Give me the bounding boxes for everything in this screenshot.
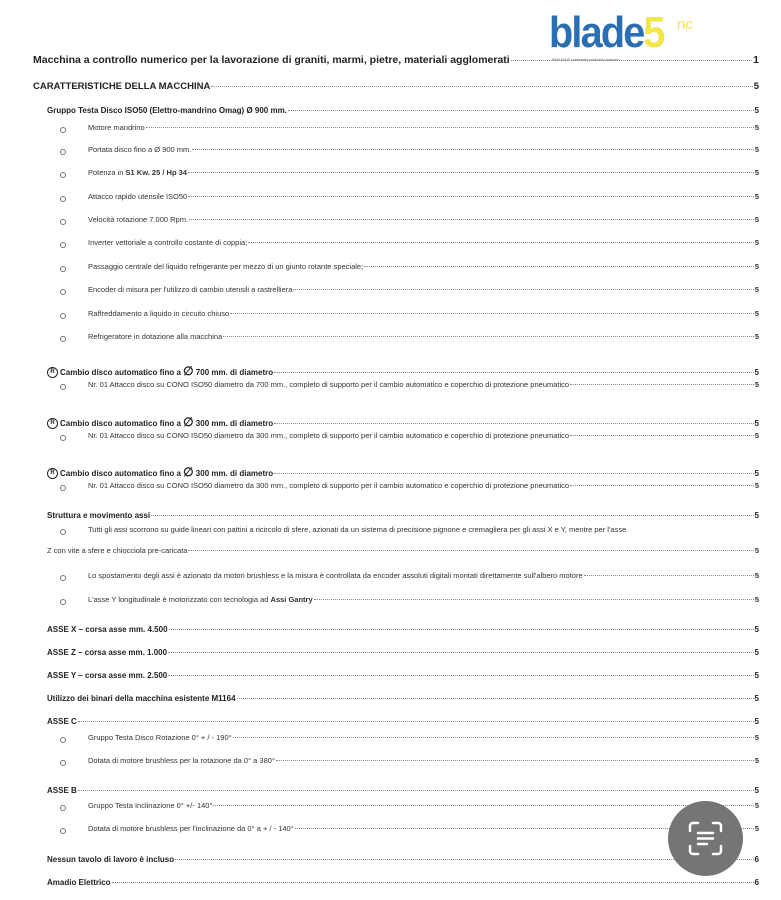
toc-entry[interactable] (88, 123, 759, 132)
circle-bullet-icon (60, 805, 66, 811)
circle-bullet-icon (60, 599, 66, 605)
diameter-symbol: ∅ (183, 364, 194, 378)
toc-page-number: 5 (754, 546, 759, 555)
dot-leader (168, 652, 753, 653)
circle-bullet-icon (60, 289, 66, 295)
toc-entry-label (88, 756, 275, 765)
toc-entry-label (47, 717, 77, 726)
toc-entry-text: S1 Kw. 25 / Hp 34 (125, 168, 187, 177)
toc-entry-label (88, 123, 145, 132)
toc-entry[interactable] (47, 717, 759, 726)
toc-page-number: 5 (754, 756, 759, 765)
toc-page-number: 5 (754, 648, 759, 657)
logo-tagline: FIVE AXES numerically controlled machine (552, 58, 619, 62)
toc-entry-label (47, 106, 287, 115)
dot-leader (364, 266, 754, 267)
toc-entry-label (47, 511, 150, 520)
toc-entry-text: 700 mm. di diametro (193, 368, 274, 377)
toc-entry-text: Raffreddamento a liquido in circuito chiuso (88, 309, 230, 318)
dot-leader (248, 242, 754, 243)
toc-entry-label (88, 332, 222, 341)
toc-entry[interactable] (88, 801, 759, 810)
dot-leader (175, 859, 753, 860)
toc-page-number: 5 (753, 81, 759, 92)
toc-entry-text: Portata disco fino a Ø 900 mm. (88, 145, 192, 154)
toc-entry-text: Lo spostamento degli assi è azionato da motori brushless e la misura è controllata da encoder assoluti digitali montati direttamente sull'albero motore (88, 571, 583, 580)
toc-entry-label (88, 215, 188, 224)
toc-entry-text: Utilizzo dei binari della macchina esistente M1164 (47, 694, 236, 703)
toc-entry-label (47, 694, 236, 703)
toc-entry-label (88, 733, 232, 742)
toc-entry-text: Tutti gli assi scorrono su guide lineari con pattini a ricircolo di sfere, azionati da un sistema di precisione pignone e cremagliera per gli assi X e Y, mentre per l'asse (88, 525, 627, 534)
toc-entry[interactable] (88, 262, 759, 271)
toc-entry-label (88, 801, 212, 810)
toc-page-number: 5 (754, 625, 759, 634)
toc-entry-label (88, 192, 187, 201)
toc-entry[interactable] (88, 145, 759, 154)
toc-entry-label (47, 415, 273, 429)
dot-leader (584, 575, 754, 576)
toc-entry-text: ASSE Y – corsa asse mm. 2.500 (47, 671, 168, 680)
toc-entry[interactable] (88, 168, 759, 177)
toc-page-number: 5 (754, 694, 759, 703)
circled-r-bullet-icon: R (47, 468, 58, 479)
toc-entry[interactable] (47, 465, 759, 479)
toc-page-number: 5 (754, 733, 759, 742)
toc-entry-label (47, 786, 77, 795)
dot-leader (274, 423, 753, 424)
toc-entry-text: Refrigeratore in dotazione alla macchina (88, 332, 223, 341)
toc-page-number: 5 (754, 145, 759, 154)
dot-leader (78, 790, 754, 791)
toc-entry-text: Amadio Elettrico (47, 878, 111, 887)
toc-page-number: 5 (754, 801, 759, 810)
toc-page-number: 1 (753, 54, 759, 66)
toc-entry[interactable] (88, 332, 759, 341)
dot-leader (274, 372, 753, 373)
toc-entry[interactable] (33, 81, 759, 92)
toc-entry-text: Cambio disco automatico fino a (60, 419, 184, 428)
dot-leader (230, 313, 754, 314)
toc-entry-label (88, 285, 292, 294)
circled-r-bullet-icon: R (47, 367, 58, 378)
circle-bullet-icon (60, 828, 66, 834)
dot-leader (78, 721, 754, 722)
toc-page-number: 5 (754, 481, 759, 490)
circle-bullet-icon (60, 529, 66, 535)
circle-bullet-icon (60, 485, 66, 491)
toc-entry-text: Nr. 01 Attacco disco su CONO ISO50 diametro da 700 mm., completo di supporto per il cambio automatico e coperchio di protezione pneumatico (88, 380, 570, 389)
toc-entry[interactable] (88, 595, 759, 604)
dot-leader (188, 172, 754, 173)
toc-entry-label (88, 595, 313, 604)
dot-leader (570, 384, 754, 385)
toc-entry-text: Gruppo Testa Inclinazione 0° +/- 140° (88, 801, 213, 810)
toc-entry-label (88, 525, 626, 534)
dot-leader (146, 127, 754, 128)
toc-entry[interactable] (88, 824, 759, 833)
logo-nc: nc (677, 16, 693, 33)
toc-page-number: 5 (754, 786, 759, 795)
circle-bullet-icon (60, 196, 66, 202)
toc-entry-label (33, 54, 510, 66)
toc-page-number: 5 (754, 595, 759, 604)
toc-entry[interactable] (88, 380, 759, 389)
dot-leader (211, 86, 752, 87)
circle-bullet-icon (60, 313, 66, 319)
toc-entry-label (47, 364, 273, 378)
circle-bullet-icon (60, 336, 66, 342)
dot-leader (168, 675, 753, 676)
dot-leader (213, 805, 753, 806)
toc-entry-label (88, 431, 569, 440)
dot-leader (189, 219, 754, 220)
toc-page-number: 6 (754, 855, 759, 864)
toc-entry[interactable] (47, 671, 759, 680)
dot-leader (314, 599, 754, 600)
toc-entry[interactable] (88, 285, 759, 294)
toc-page-number: 5 (754, 824, 759, 833)
toc-entry[interactable] (88, 733, 759, 742)
toc-entry[interactable] (47, 511, 759, 520)
toc-page-number: 5 (754, 285, 759, 294)
toc-entry-text: Struttura e movimento assi (47, 511, 151, 520)
toc-entry-label (88, 238, 247, 247)
text-scan-icon (688, 821, 723, 856)
toc-entry[interactable] (88, 756, 759, 765)
dot-leader (188, 550, 753, 551)
toc-entry-label (88, 481, 569, 490)
toc-entry-text: 300 mm. di diametro (193, 419, 274, 428)
toc-entry-text: Nr. 01 Attacco disco su CONO ISO50 diametro da 300 mm., completo di supporto per il cambio automatico e coperchio di protezione pneumatico (88, 481, 570, 490)
toc-entry[interactable] (88, 571, 759, 580)
toc-entry-label (47, 648, 167, 657)
dot-leader (237, 698, 754, 699)
circle-bullet-icon (60, 149, 66, 155)
dot-leader (192, 149, 753, 150)
toc-entry-text: Motore mandrino (88, 123, 145, 132)
circle-bullet-icon (60, 172, 66, 178)
toc-entry-label (47, 671, 167, 680)
toc-entry-text: Attacco rapido utensile ISO50 (88, 192, 188, 201)
dot-leader (233, 737, 754, 738)
toc-entry-text: Potenza in (88, 168, 126, 177)
toc-entry-label (88, 380, 569, 389)
live-text-scan-button[interactable] (668, 801, 743, 876)
toc-entry-text: Passaggio centrale del liquido refrigerante per mezzo di un giunto rotante speciale; (88, 262, 364, 271)
toc-entry[interactable] (47, 546, 759, 555)
dot-leader (511, 60, 752, 61)
toc-page-number: 5 (754, 511, 759, 520)
toc-page-number: 5 (754, 238, 759, 247)
toc-page-number: 5 (754, 332, 759, 341)
toc-page-number: 5 (754, 469, 759, 478)
toc-entry[interactable] (47, 415, 759, 429)
toc-page-number: 5 (754, 168, 759, 177)
toc-entry-label (88, 309, 229, 318)
toc-page-number: 5 (754, 106, 759, 115)
circle-bullet-icon (60, 219, 66, 225)
toc-entry[interactable] (88, 481, 759, 490)
toc-entry-label (47, 465, 273, 479)
dot-leader (112, 882, 754, 883)
circle-bullet-icon (60, 242, 66, 248)
toc-page-number: 5 (754, 419, 759, 428)
toc-entry-text: Nr. 01 Attacco disco su CONO ISO50 diametro da 300 mm., completo di supporto per il cambio automatico e coperchio di protezione pneumatico (88, 431, 570, 440)
toc-page-number: 5 (754, 123, 759, 132)
toc-entry-label (88, 145, 191, 154)
dot-leader (570, 435, 754, 436)
diameter-symbol: ∅ (183, 415, 194, 429)
toc-entry[interactable] (88, 238, 759, 247)
circle-bullet-icon (60, 435, 66, 441)
toc-entry-label (88, 571, 583, 580)
toc-entry-text: Gruppo Testa Disco Rotazione 0° + / - 190° (88, 733, 232, 742)
toc-page-number: 5 (754, 215, 759, 224)
circle-bullet-icon (60, 266, 66, 272)
toc-page-number: 5 (754, 192, 759, 201)
circle-bullet-icon (60, 760, 66, 766)
toc-page-number: 5 (754, 571, 759, 580)
toc-entry[interactable] (47, 878, 759, 887)
diameter-symbol: ∅ (183, 465, 194, 479)
logo-word: blade (549, 8, 644, 57)
toc-entry-text: ASSE C (47, 717, 77, 726)
dot-leader (188, 196, 754, 197)
toc-entry[interactable] (47, 364, 759, 378)
toc-entry[interactable] (47, 648, 759, 657)
toc-entry-label (88, 262, 363, 271)
toc-page-number: 6 (754, 878, 759, 887)
toc-entry[interactable] (47, 855, 759, 864)
toc-entry[interactable] (88, 215, 759, 224)
dot-leader (223, 336, 754, 337)
toc-entry-text: CARATTERISTICHE DELLA MACCHINA (33, 81, 211, 92)
toc-entry-text: Encoder di misura per l'utilizzo di cambio utensili a rastrelliera (88, 285, 293, 294)
toc-page-number: 5 (754, 717, 759, 726)
dot-leader (151, 515, 753, 516)
toc-page-number: 5 (754, 262, 759, 271)
toc-entry-text: Cambio disco automatico fino a (60, 368, 184, 377)
circle-bullet-icon (60, 384, 66, 390)
toc-entry-label (47, 878, 111, 887)
toc-entry-text: Macchina a controllo numerico per la lavorazione di graniti, marmi, pietre, materiali agglomerati (33, 54, 510, 66)
circle-bullet-icon (60, 575, 66, 581)
toc-entry[interactable] (33, 54, 759, 66)
toc-entry[interactable] (47, 625, 759, 634)
toc-page-number: 5 (754, 380, 759, 389)
toc-entry-text: Gruppo Testa Disco ISO50 (Elettro-mandrino Omag) Ø 900 mm. (47, 106, 287, 115)
toc-entry-text: Velocità rotazione 7.000 Rpm. (88, 215, 189, 224)
toc-entry-text: ASSE X – corsa asse mm. 4.500 (47, 625, 168, 634)
toc-entry-text: Inverter vettoriale a controllo costante di coppia; (88, 238, 248, 247)
toc-entry-text: ASSE B (47, 786, 77, 795)
toc-entry-text: Nessun tavolo di lavoro è incluso (47, 855, 175, 864)
toc-entry-text: Z con vite a sfere e chiocciola pre-caricata (47, 546, 188, 555)
toc-entry[interactable] (88, 309, 759, 318)
circled-r-bullet-icon: R (47, 418, 58, 429)
toc-entry-label (47, 625, 168, 634)
toc-entry[interactable] (88, 431, 759, 440)
logo-five: 5 (643, 8, 664, 57)
toc-page-number: 5 (754, 431, 759, 440)
toc-page-number: 5 (754, 671, 759, 680)
toc-entry-label (33, 81, 210, 92)
toc-entry[interactable] (47, 106, 759, 115)
dot-leader (169, 629, 754, 630)
circle-bullet-icon (60, 737, 66, 743)
toc-entry[interactable] (88, 525, 626, 534)
toc-entry-text: Assi Gantry (270, 595, 313, 604)
toc-entry-text: L'asse Y longitudinale è motorizzato con tecnologia ad (88, 595, 271, 604)
toc-entry[interactable] (47, 694, 759, 703)
circle-bullet-icon (60, 127, 66, 133)
dot-leader (274, 473, 753, 474)
toc-entry-text: Dotata di motore brushless per l'inclinazione da 0° a + / - 140° (88, 824, 294, 833)
dot-leader (570, 485, 754, 486)
toc-entry-text: Cambio disco automatico fino a (60, 469, 184, 478)
toc-entry-label (47, 546, 187, 555)
toc-page-number: 5 (754, 368, 759, 377)
toc-entry-text: Dotata di motore brushless per la rotazione da 0° a 380° (88, 756, 275, 765)
toc-entry-text: ASSE Z – corsa asse mm. 1.000 (47, 648, 168, 657)
dot-leader (288, 110, 754, 111)
dot-leader (293, 289, 753, 290)
toc-entry[interactable] (47, 786, 759, 795)
toc-entry-text: 300 mm. di diametro (193, 469, 274, 478)
toc-entry-label (47, 855, 174, 864)
toc-entry-label (88, 824, 294, 833)
toc-entry[interactable] (88, 192, 759, 201)
toc-entry-label (88, 168, 187, 177)
dot-leader (276, 760, 754, 761)
toc-page-number: 5 (754, 309, 759, 318)
